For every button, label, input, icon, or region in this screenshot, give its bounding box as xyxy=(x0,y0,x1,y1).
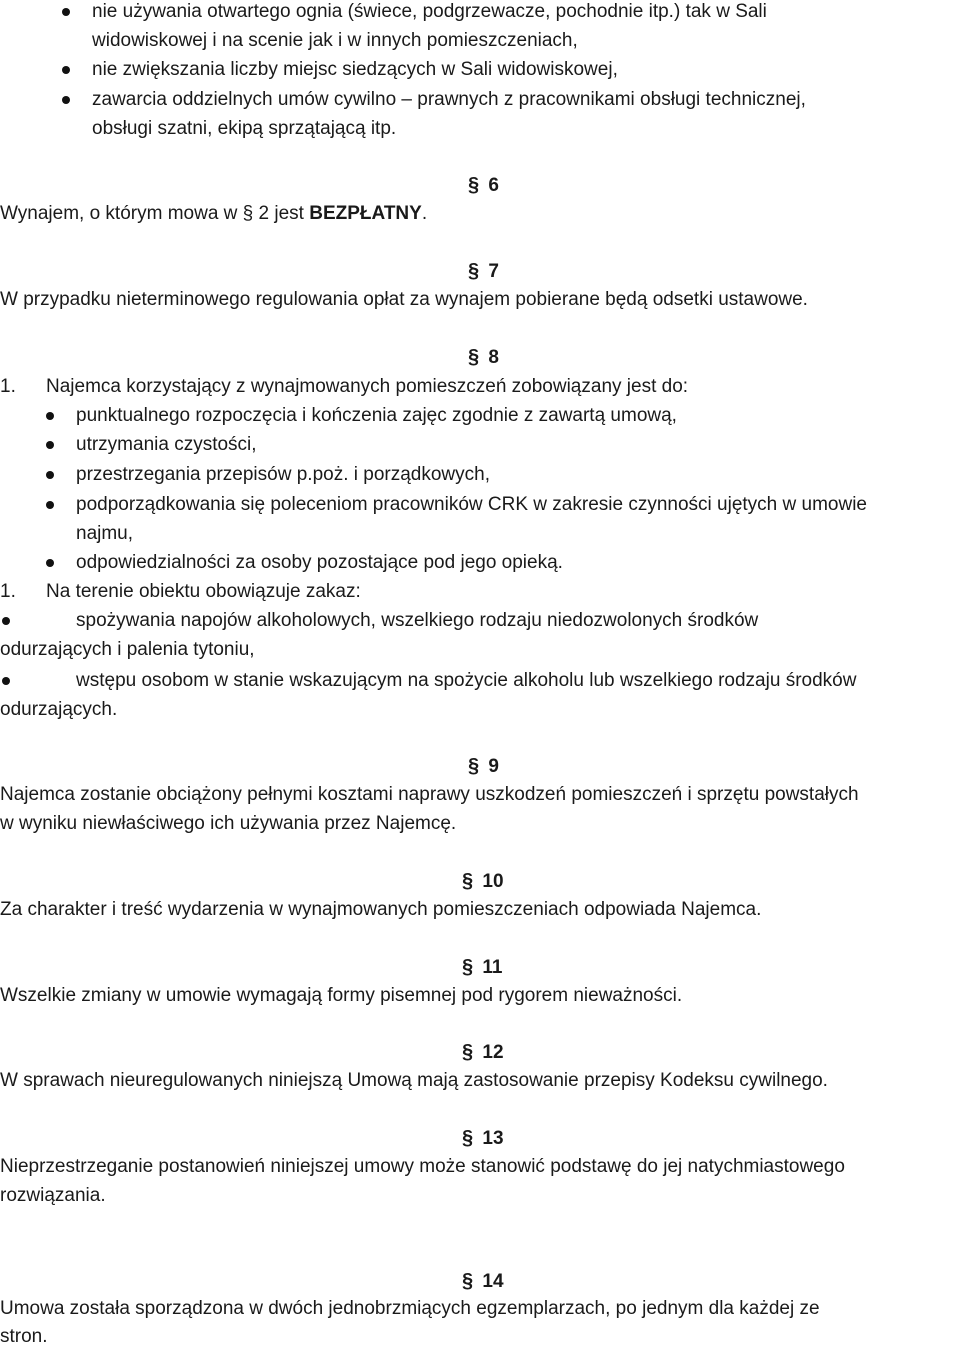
list-item-text: odpowiedzialności za osoby pozostające pod jego opieką. xyxy=(76,552,563,573)
bullet-icon xyxy=(46,501,54,509)
list-item-text: widowiskowej i na scenie jak i w innych pomieszczeniach, xyxy=(92,30,578,51)
list-item-text: najmu, xyxy=(76,523,134,544)
section-heading-12 xyxy=(462,1041,504,1064)
bullet-icon xyxy=(46,412,54,420)
section-mark: § xyxy=(462,956,474,978)
section-number: 10 xyxy=(482,871,504,892)
section-heading-7 xyxy=(468,260,499,283)
numbered-point xyxy=(0,376,16,398)
section-mark: § xyxy=(462,1270,474,1292)
list-item-text: nie używania otwartego ognia (świece, podgrzewacze, pochodnie itp.) tak w Sali xyxy=(92,1,767,22)
section-heading-13 xyxy=(462,1127,504,1150)
point-text: Najemca korzystający z wynajmowanych pomieszczeń zobowiązany jest do: xyxy=(46,376,689,397)
text-part: . xyxy=(421,203,428,224)
section-mark: § xyxy=(468,174,480,196)
text-part: 2 jest xyxy=(253,203,310,224)
section-6-text xyxy=(0,203,427,225)
list-item-text: podporządkowania się poleceniom pracowników CRK w zakresie czynności ujętych w umowie xyxy=(76,494,867,515)
bullet-icon xyxy=(46,471,54,479)
list-item-text: zawarcia oddzielnych umów cywilno – prawnych z pracownikami obsługi technicznej, xyxy=(92,89,806,110)
bullet-icon xyxy=(46,559,54,567)
list-item-text: nie zwiększania liczby miejsc siedzących w Sali widowiskowej, xyxy=(92,59,618,80)
point-number: 1. xyxy=(0,376,16,397)
section-mark: § xyxy=(462,870,474,892)
bullet-icon xyxy=(46,441,54,449)
bullet-icon xyxy=(62,66,70,74)
list-item-text: odurzających i palenia tytoniu, xyxy=(0,639,255,660)
list-item-text: obsługi szatni, ekipą sprzątającą itp. xyxy=(92,118,397,139)
section-mark: § xyxy=(462,1041,474,1063)
section-heading-9 xyxy=(468,755,499,778)
section-heading-6 xyxy=(468,174,499,197)
section-12-text: W sprawach nieuregulowanych niniejszą Umową mają zastosowanie przepisy Kodeksu cywilnego. xyxy=(0,1070,828,1091)
section-mark: § xyxy=(468,346,480,368)
section-10-text: Za charakter i treść wydarzenia w wynajmowanych pomieszczeniach odpowiada Najemca. xyxy=(0,899,762,920)
list-item-text: utrzymania czystości, xyxy=(76,434,257,455)
bullet-icon xyxy=(62,8,70,16)
list-item-text: odurzających. xyxy=(0,699,118,720)
section-mark: § xyxy=(468,260,480,282)
section-7-text: W przypadku nieterminowego regulowania opłat za wynajem pobierane będą odsetki ustawowe. xyxy=(0,289,808,310)
section-14-text: Umowa została sporządzona w dwóch jednobrzmiących egzemplarzach, po jednym dla każdej ze xyxy=(0,1298,820,1319)
emphasis-text: BEZPŁATNY xyxy=(309,203,422,224)
section-mark: § xyxy=(462,1127,474,1149)
section-number: 8 xyxy=(488,347,499,368)
section-number: 6 xyxy=(488,175,499,196)
section-number: 7 xyxy=(488,261,499,282)
point-number: 1. xyxy=(0,581,16,602)
bullet-icon xyxy=(62,96,70,104)
section-9-text: w wyniku niewłaściwego ich używania przez Najemcę. xyxy=(0,813,457,834)
section-number: 13 xyxy=(482,1128,504,1149)
section-heading-8 xyxy=(468,346,499,369)
numbered-point xyxy=(0,581,16,603)
section-mark: § xyxy=(242,203,254,224)
section-heading-14 xyxy=(462,1270,504,1293)
text-part: Wynajem, o którym mowa w xyxy=(0,203,243,224)
section-heading-10 xyxy=(462,870,504,893)
list-item-text: wstępu osobom w stanie wskazującym na spożycie alkoholu lub wszelkiego rodzaju środków xyxy=(76,670,857,691)
bullet-icon xyxy=(2,617,10,625)
section-13-text: rozwiązania. xyxy=(0,1185,106,1206)
section-11-text: Wszelkie zmiany w umowie wymagają formy pisemnej pod rygorem nieważności. xyxy=(0,985,683,1006)
section-13-text: Nieprzestrzeganie postanowień niniejszej umowy może stanowić podstawę do jej natychmiastowego xyxy=(0,1156,845,1177)
section-heading-11 xyxy=(462,956,503,979)
section-9-text: Najemca zostanie obciążony pełnymi kosztami naprawy uszkodzeń pomieszczeń i sprzętu powstałych xyxy=(0,784,859,805)
list-item-text: przestrzegania przepisów p.poż. i porządkowych, xyxy=(76,464,490,485)
section-number: 14 xyxy=(482,1271,504,1292)
section-number: 9 xyxy=(488,756,499,777)
section-number: 11 xyxy=(482,957,503,978)
section-number: 12 xyxy=(482,1042,504,1063)
bullet-icon xyxy=(2,677,10,685)
list-item-text: spożywania napojów alkoholowych, wszelkiego rodzaju niedozwolonych środków xyxy=(76,610,759,631)
section-mark: § xyxy=(468,755,480,777)
list-item-text: punktualnego rozpoczęcia i kończenia zajęc zgodnie z zawartą umową, xyxy=(76,405,677,426)
point-text: Na terenie obiektu obowiązuje zakaz: xyxy=(46,581,361,602)
section-14-text: stron. xyxy=(0,1326,48,1347)
